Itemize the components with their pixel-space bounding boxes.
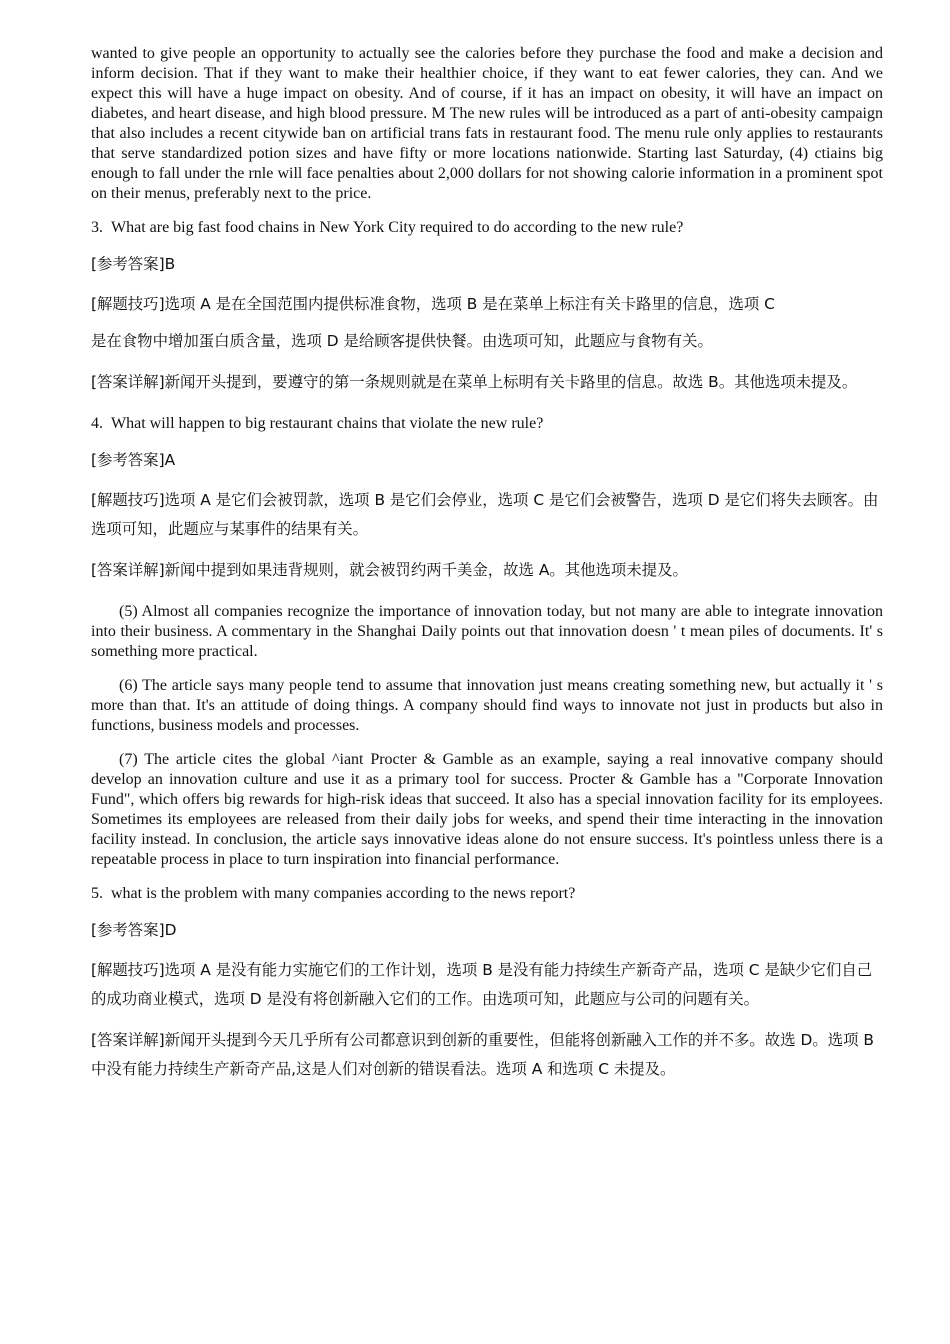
solving-technique-line-2: 是在食物中增加蛋白质含量，选项 D 是给顾客提供快餐。由选项可知，此题应与食物有关。	[91, 332, 713, 350]
news-paragraph-5: (5) Almost all companies recognize the importance of innovation today, but not many are able to integrate innovation into their business. A commentary in the Shanghai Daily points out that innovation doesn ' t mean piles of documents. It' s something more practical.	[91, 603, 883, 660]
question-number: 3.	[91, 219, 103, 236]
news-paragraph-4: wanted to give people an opportunity to actually see the calories before they purchase the food and make a decision and inform decision. That if they want to make their healthier choice, if they want to eat fewer calories, they can. And we expect this will have a huge impact on obesity. And of course, if it has an impact on obesity, it will have an impact on diabetes, and heart disease, and high blood pressure. M The new rules will be introduced as a part of anti-obesity campaign that also includes a recent citywide ban on artificial trans fats in restaurant food. The menu rule only applies to restaurants that serve standardized potion sizes and have fifty or more locations nationwide. Starting last Saturday, (4) ctiains big enough to fall under the rnle will face penalties about 2,000 dollars for not showing calorie information in a prominent spot on their menus, preferably next to the price.	[91, 45, 883, 202]
question-text: What will happen to big restaurant chains that violate the new rule?	[111, 415, 544, 432]
reference-answer: [参考答案]B	[91, 255, 176, 273]
question-number: 5.	[91, 885, 103, 902]
news-paragraph-7: (7) The article cites the global ^iant Procter & Gamble as an example, saying a real innovative company should develop an innovation culture and use it as a primary tool for success. Procter & Gamble has a "Corporate Innovation Fund", which offers big rewards for high-risk ideas that succeed. It also has a special innovation facility for its employees. Sometimes its employees are released from their daily jobs for weeks, and spend their time interacting in the innovation facility instead. In conclusion, the article says innovative ideas alone do not ensure success. It's pointless unless there is a repeatable process in place to turn inspiration into financial performance.	[91, 751, 883, 868]
question-5	[91, 884, 883, 904]
question-text: What are big fast food chains in New York City required to do according to the new rule?	[111, 219, 684, 236]
solving-technique: [解题技巧]选项 A 是它们会被罚款，选项 B 是它们会停业，选项 C 是它们会被警告，选项 D 是它们将失去顾客。由选项可知，此题应与某事件的结果有关。	[91, 491, 879, 538]
answer-detail: [答案详解]新闻开头提到今天几乎所有公司都意识到创新的重要性，但能将创新融入工作的并不多。故选 D。选项 B 中没有能力持续生产新奇产品,这是人们对创新的错误看法。选项 A 和选项 C 未提及。	[91, 1031, 874, 1078]
question-3	[91, 218, 883, 238]
solving-technique: [解题技巧]选项 A 是没有能力实施它们的工作计划，选项 B 是没有能力持续生产新奇产品，选项 C 是缺少它们自己的成功商业模式，选项 D 是没有将创新融入它们的工作。由选项可知，此题应与公司的问题有关。	[91, 961, 873, 1008]
question-number: 4.	[91, 415, 103, 432]
question-text: what is the problem with many companies according to the news report?	[111, 885, 576, 902]
answer-detail: [答案详解]新闻中提到如果违背规则，就会被罚约两千美金，故选 A。其他选项未提及。	[91, 561, 688, 579]
solving-technique-line-1: [解题技巧]选项 A 是在全国范围内提供标准食物，选项 B 是在菜单上标注有关卡路里的信息，选项 C	[91, 295, 775, 313]
news-paragraph-6: (6) The article says many people tend to assume that innovation just means creating something new, but actually it ' s more than that. It's an attitude of doing things. A company should find ways to innovate not just in products but also in functions, business models and processes.	[91, 677, 883, 734]
reference-answer: [参考答案]D	[91, 921, 177, 939]
reference-answer: [参考答案]A	[91, 451, 176, 469]
answer-detail: [答案详解]新闻开头提到，要遵守的第一条规则就是在菜单上标明有关卡路里的信息。故选 B。其他选项未提及。	[91, 373, 858, 391]
question-4	[91, 414, 883, 434]
document-page	[91, 44, 883, 1096]
